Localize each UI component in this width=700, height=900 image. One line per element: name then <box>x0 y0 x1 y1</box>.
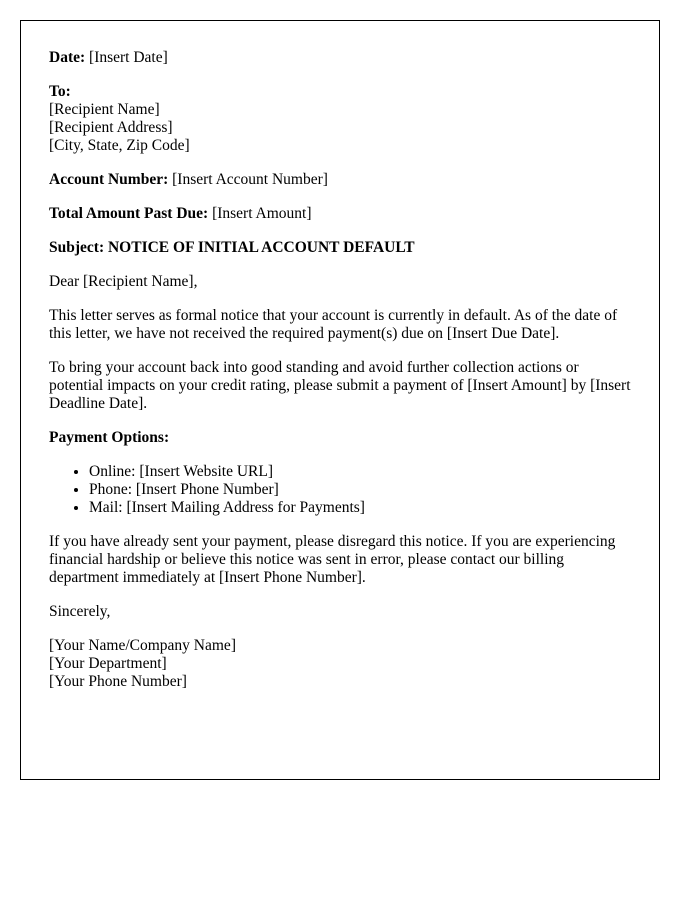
payment-options-heading <box>49 429 631 447</box>
recipient-block <box>49 83 631 155</box>
account-number-value: [Insert Account Number] <box>172 171 328 188</box>
date-line <box>49 49 631 67</box>
signature-phone: [Your Phone Number] <box>49 673 187 690</box>
body-paragraph-disregard: If you have already sent your payment, please disregard this notice. If you are experiencing financial hardship or believe this notice was sent in error, please contact our billing department immediately at [Insert Phone Number]. <box>49 533 616 586</box>
letter-document <box>20 20 660 780</box>
date-label: Date: <box>49 49 86 66</box>
salutation: Dear [Recipient Name], <box>49 273 198 290</box>
payment-options-heading-text: Payment Options: <box>49 429 170 446</box>
subject-line <box>49 239 631 257</box>
account-number-label: Account Number: <box>49 171 169 188</box>
recipient-name: [Recipient Name] <box>49 101 160 118</box>
recipient-address: [Recipient Address] <box>49 119 173 136</box>
payment-options-list <box>49 463 631 517</box>
signature-department: [Your Department] <box>49 655 167 672</box>
body-paragraph-default-notice: This letter serves as formal notice that your account is currently in default. As of the date of this letter, we have not received the required payment(s) due on [Insert Due Date]. <box>49 307 618 342</box>
recipient-city-state-zip: [City, State, Zip Code] <box>49 137 190 154</box>
body-paragraph-payment-request: To bring your account back into good standing and avoid further collection actions or potential impacts on your credit rating, please submit a payment of [Insert Amount] by [Insert Deadline Date]. <box>49 359 631 412</box>
recipient-label: To: <box>49 83 71 100</box>
payment-option-phone: • Phone: [Insert Phone Number] <box>89 481 631 499</box>
amount-past-due-value: [Insert Amount] <box>212 205 312 222</box>
payment-option-online: • Online: [Insert Website URL] <box>89 463 631 481</box>
date-value: [Insert Date] <box>89 49 168 66</box>
subject-value: NOTICE OF INITIAL ACCOUNT DEFAULT <box>107 239 415 256</box>
amount-past-due-line <box>49 205 631 223</box>
signature-block <box>49 637 631 691</box>
amount-past-due-label: Total Amount Past Due: <box>49 205 209 222</box>
payment-option-mail: • Mail: [Insert Mailing Address for Payments] <box>89 499 631 517</box>
account-number-line <box>49 171 631 189</box>
signature-name: [Your Name/Company Name] <box>49 637 236 654</box>
subject-label: Subject: <box>49 239 105 256</box>
closing: Sincerely, <box>49 603 111 620</box>
